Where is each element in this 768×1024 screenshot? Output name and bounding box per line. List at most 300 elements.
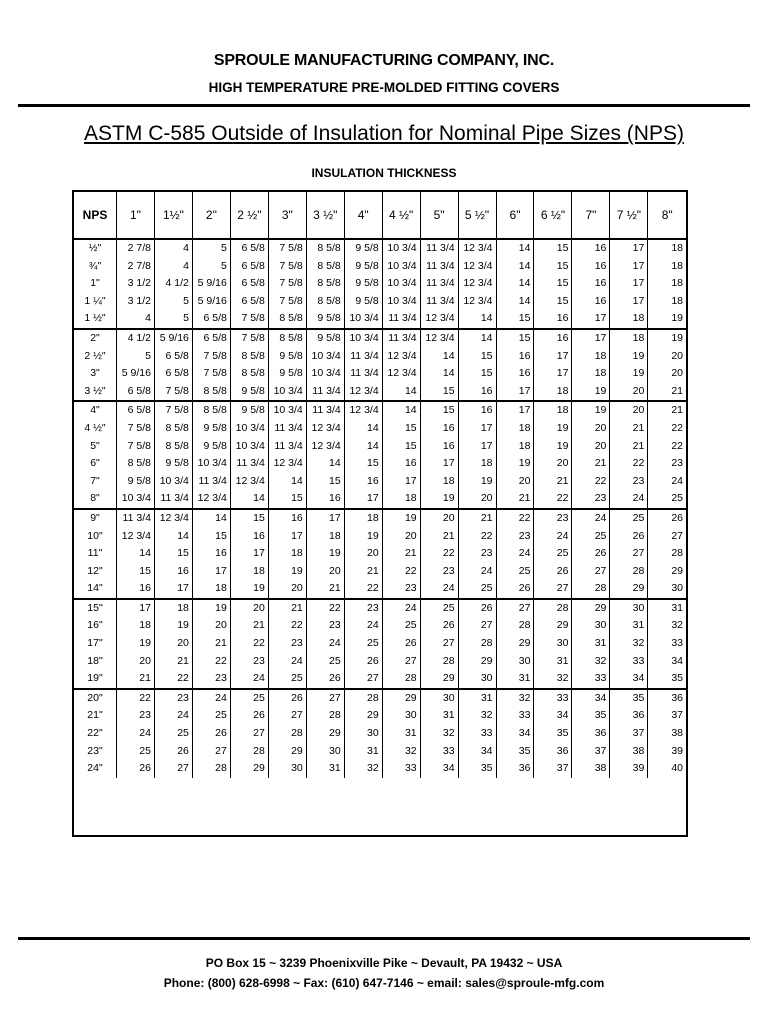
outside-diameter-cell: 15 bbox=[458, 348, 496, 366]
outside-diameter-cell: 5 bbox=[192, 258, 230, 276]
outside-diameter-cell: 19 bbox=[382, 509, 420, 528]
company-subtitle: HIGH TEMPERATURE PRE-MOLDED FITTING COVERS bbox=[208, 80, 560, 95]
nps-size-cell: 4" bbox=[74, 401, 117, 420]
outside-diameter-cell: 23 bbox=[344, 599, 382, 618]
nps-size-cell: 6" bbox=[90, 457, 100, 470]
outside-diameter-cell: 9 5/8 bbox=[117, 473, 155, 491]
table-row bbox=[74, 438, 686, 456]
outside-diameter-cell: 26 bbox=[192, 725, 230, 743]
outside-diameter-cell: 14 bbox=[344, 420, 382, 438]
document-title-text: ASTM C-585 Outside of Insulation for Nominal Pipe Sizes (NPS) bbox=[84, 122, 684, 145]
outside-diameter-cell: 28 bbox=[230, 743, 268, 761]
outside-diameter-cell: 26 bbox=[154, 743, 192, 761]
outside-diameter-cell: 11 3/4 bbox=[382, 329, 420, 348]
table-row bbox=[74, 293, 686, 311]
outside-diameter-cell: 10 3/4 bbox=[154, 473, 192, 491]
outside-diameter-cell: 14 bbox=[268, 473, 306, 491]
outside-diameter-cell: 35 bbox=[534, 725, 572, 743]
outside-diameter-cell: 8 5/8 bbox=[268, 329, 306, 348]
outside-diameter-cell: 16 bbox=[268, 509, 306, 528]
outside-diameter-cell: 19 bbox=[648, 329, 686, 348]
outside-diameter-cell: 31 bbox=[648, 599, 686, 618]
outside-diameter-cell: 24 bbox=[534, 528, 572, 546]
outside-diameter-cell: 15 bbox=[496, 329, 534, 348]
footer-divider bbox=[18, 937, 750, 940]
outside-diameter-cell: 17 bbox=[382, 473, 420, 491]
outside-diameter-cell: 11 3/4 bbox=[382, 310, 420, 329]
outside-diameter-cell: 17 bbox=[420, 455, 458, 473]
outside-diameter-cell: 20 bbox=[192, 617, 230, 635]
outside-diameter-cell: 22 bbox=[572, 473, 610, 491]
header-divider bbox=[18, 104, 750, 107]
outside-diameter-cell: 7 5/8 bbox=[192, 348, 230, 366]
outside-diameter-cell: 28 bbox=[610, 563, 648, 581]
outside-diameter-cell: 24 bbox=[192, 689, 230, 708]
outside-diameter-cell: 31 bbox=[382, 725, 420, 743]
outside-diameter-cell: 10 3/4 bbox=[117, 490, 155, 509]
outside-diameter-cell: 4 1/2 bbox=[117, 329, 155, 348]
outside-diameter-cell: 10 3/4 bbox=[382, 293, 420, 311]
outside-diameter-cell: 12 3/4 bbox=[458, 293, 496, 311]
outside-diameter-cell: 31 bbox=[534, 653, 572, 671]
outside-diameter-cell: 25 bbox=[268, 670, 306, 689]
header-thickness: 2" bbox=[192, 192, 230, 239]
outside-diameter-cell: 16 bbox=[382, 455, 420, 473]
table-row bbox=[74, 509, 686, 528]
outside-diameter-cell: 21 bbox=[344, 563, 382, 581]
outside-diameter-cell: 22 bbox=[230, 635, 268, 653]
outside-diameter-cell: 23 bbox=[306, 617, 344, 635]
outside-diameter-cell: 15 bbox=[534, 293, 572, 311]
outside-diameter-cell: 35 bbox=[648, 670, 686, 689]
table-row bbox=[74, 563, 686, 581]
outside-diameter-cell: 32 bbox=[382, 743, 420, 761]
nps-size-cell: 5" bbox=[90, 439, 100, 452]
outside-diameter-cell: 19 bbox=[496, 455, 534, 473]
outside-diameter-cell: 10 3/4 bbox=[268, 401, 306, 420]
outside-diameter-cell: 23 bbox=[117, 707, 155, 725]
outside-diameter-cell: 21 bbox=[420, 528, 458, 546]
outside-diameter-cell: 12 3/4 bbox=[306, 420, 344, 438]
outside-diameter-cell: 6 5/8 bbox=[192, 329, 230, 348]
outside-diameter-cell: 20 bbox=[534, 455, 572, 473]
outside-diameter-cell: 9 5/8 bbox=[344, 239, 382, 258]
outside-diameter-cell: 27 bbox=[382, 653, 420, 671]
outside-diameter-cell: 4 bbox=[154, 258, 192, 276]
outside-diameter-cell: 32 bbox=[534, 670, 572, 689]
table-row bbox=[74, 348, 686, 366]
outside-diameter-cell: 9 5/8 bbox=[268, 348, 306, 366]
outside-diameter-cell: 18 bbox=[458, 455, 496, 473]
outside-diameter-cell: 19 bbox=[268, 563, 306, 581]
outside-diameter-cell: 5 bbox=[154, 293, 192, 311]
outside-diameter-cell: 17 bbox=[610, 275, 648, 293]
outside-diameter-cell: 14 bbox=[458, 329, 496, 348]
outside-diameter-cell: 20 bbox=[382, 528, 420, 546]
outside-diameter-cell: 37 bbox=[610, 725, 648, 743]
table-row bbox=[74, 599, 686, 618]
outside-diameter-cell: 11 3/4 bbox=[117, 509, 155, 528]
outside-diameter-cell: 37 bbox=[648, 707, 686, 725]
outside-diameter-cell: 25 bbox=[610, 509, 648, 528]
outside-diameter-cell: 15 bbox=[382, 420, 420, 438]
outside-diameter-cell: 22 bbox=[306, 599, 344, 618]
outside-diameter-cell: 18 bbox=[610, 329, 648, 348]
outside-diameter-cell: 25 bbox=[572, 528, 610, 546]
outside-diameter-cell: 8 5/8 bbox=[154, 420, 192, 438]
outside-diameter-cell: 7 5/8 bbox=[268, 293, 306, 311]
nps-size-cell: 10" bbox=[87, 529, 103, 542]
outside-diameter-cell: 18 bbox=[648, 275, 686, 293]
outside-diameter-cell: 15 bbox=[458, 365, 496, 383]
outside-diameter-cell: 10 3/4 bbox=[230, 420, 268, 438]
nps-size-cell: 14" bbox=[87, 582, 103, 595]
outside-diameter-cell: 30 bbox=[344, 725, 382, 743]
outside-diameter-cell: 17 bbox=[458, 420, 496, 438]
outside-diameter-cell: 20 bbox=[420, 509, 458, 528]
outside-diameter-cell: 31 bbox=[420, 707, 458, 725]
outside-diameter-cell: 11 3/4 bbox=[268, 420, 306, 438]
outside-diameter-cell: 12 3/4 bbox=[230, 473, 268, 491]
outside-diameter-cell: 23 bbox=[154, 689, 192, 708]
table-row bbox=[74, 743, 686, 761]
outside-diameter-cell: 17 bbox=[344, 490, 382, 509]
outside-diameter-cell: 10 3/4 bbox=[382, 258, 420, 276]
outside-diameter-cell: 12 3/4 bbox=[420, 329, 458, 348]
nps-size-cell: 19" bbox=[87, 672, 103, 685]
outside-diameter-cell: 6 5/8 bbox=[230, 293, 268, 311]
outside-diameter-cell: 25 bbox=[306, 653, 344, 671]
footer-address: PO Box 15 ~ 3239 Phoenixville Pike ~ Devault, PA 19432 ~ USA bbox=[205, 956, 563, 970]
outside-diameter-cell: 15 bbox=[154, 545, 192, 563]
outside-diameter-cell: 10 3/4 bbox=[230, 438, 268, 456]
outside-diameter-cell: 6 5/8 bbox=[230, 258, 268, 276]
outside-diameter-cell: 33 bbox=[496, 707, 534, 725]
outside-diameter-cell: 23 bbox=[496, 528, 534, 546]
outside-diameter-cell: 12 3/4 bbox=[420, 310, 458, 329]
outside-diameter-cell: 16 bbox=[458, 401, 496, 420]
outside-diameter-cell: 26 bbox=[610, 528, 648, 546]
nps-size-cell: 20" bbox=[74, 689, 117, 708]
outside-diameter-cell: 20 bbox=[268, 580, 306, 599]
outside-diameter-cell: 31 bbox=[306, 760, 344, 778]
outside-diameter-cell: 35 bbox=[610, 689, 648, 708]
outside-diameter-cell: 21 bbox=[154, 653, 192, 671]
outside-diameter-cell: 17 bbox=[496, 383, 534, 402]
outside-diameter-cell: 16 bbox=[572, 258, 610, 276]
outside-diameter-cell: 35 bbox=[496, 743, 534, 761]
outside-diameter-cell: 29 bbox=[648, 563, 686, 581]
outside-diameter-cell: 19 bbox=[534, 438, 572, 456]
outside-diameter-cell: 21 bbox=[268, 599, 306, 618]
outside-diameter-cell: 7 5/8 bbox=[154, 383, 192, 402]
outside-diameter-cell: 15 bbox=[192, 528, 230, 546]
outside-diameter-cell: 7 5/8 bbox=[117, 438, 155, 456]
outside-diameter-cell: 35 bbox=[458, 760, 496, 778]
outside-diameter-cell: 10 3/4 bbox=[382, 239, 420, 258]
outside-diameter-cell: 29 bbox=[306, 725, 344, 743]
outside-diameter-cell: 15 bbox=[534, 275, 572, 293]
outside-diameter-cell: 25 bbox=[496, 563, 534, 581]
outside-diameter-cell: 28 bbox=[344, 689, 382, 708]
outside-diameter-cell: 8 5/8 bbox=[306, 239, 344, 258]
header-thickness: 3" bbox=[268, 192, 306, 239]
outside-diameter-cell: 21 bbox=[306, 580, 344, 599]
outside-diameter-cell: 12 3/4 bbox=[382, 365, 420, 383]
outside-diameter-cell: 26 bbox=[306, 670, 344, 689]
outside-diameter-cell: 28 bbox=[648, 545, 686, 563]
nps-size-cell: 16" bbox=[87, 619, 103, 632]
outside-diameter-cell: 16 bbox=[534, 329, 572, 348]
outside-diameter-cell: 18 bbox=[496, 420, 534, 438]
outside-diameter-cell: 14 bbox=[306, 455, 344, 473]
outside-diameter-cell: 32 bbox=[344, 760, 382, 778]
outside-diameter-cell: 39 bbox=[610, 760, 648, 778]
outside-diameter-cell: 24 bbox=[306, 635, 344, 653]
outside-diameter-cell: 5 9/16 bbox=[192, 275, 230, 293]
outside-diameter-cell: 14 bbox=[382, 401, 420, 420]
outside-diameter-cell: 26 bbox=[496, 580, 534, 599]
nps-size-cell: 21" bbox=[87, 709, 103, 722]
table-row bbox=[74, 275, 686, 293]
table-row bbox=[74, 635, 686, 653]
outside-diameter-cell: 31 bbox=[344, 743, 382, 761]
outside-diameter-cell: 16 bbox=[458, 383, 496, 402]
outside-diameter-cell: 11 3/4 bbox=[306, 401, 344, 420]
outside-diameter-cell: 29 bbox=[382, 689, 420, 708]
outside-diameter-cell: 28 bbox=[420, 653, 458, 671]
outside-diameter-cell: 16 bbox=[534, 310, 572, 329]
outside-diameter-cell: 15 bbox=[534, 239, 572, 258]
outside-diameter-cell: 26 bbox=[230, 707, 268, 725]
outside-diameter-cell: 15 bbox=[420, 401, 458, 420]
outside-diameter-cell: 33 bbox=[458, 725, 496, 743]
outside-diameter-cell: 29 bbox=[458, 653, 496, 671]
outside-diameter-cell: 19 bbox=[420, 490, 458, 509]
outside-diameter-cell: 9 5/8 bbox=[306, 310, 344, 329]
outside-diameter-cell: 21 bbox=[610, 438, 648, 456]
outside-diameter-cell: 12 3/4 bbox=[344, 383, 382, 402]
outside-diameter-cell: 8 5/8 bbox=[230, 365, 268, 383]
outside-diameter-cell: 4 bbox=[154, 239, 192, 258]
outside-diameter-cell: 12 3/4 bbox=[192, 490, 230, 509]
outside-diameter-cell: 7 5/8 bbox=[192, 365, 230, 383]
nps-size-cell: ¾" bbox=[88, 259, 102, 272]
outside-diameter-cell: 14 bbox=[154, 528, 192, 546]
outside-diameter-cell: 28 bbox=[534, 599, 572, 618]
outside-diameter-cell: 4 bbox=[117, 310, 155, 329]
table-row bbox=[74, 365, 686, 383]
outside-diameter-cell: 24 bbox=[572, 509, 610, 528]
insulation-thickness-label: INSULATION THICKNESS bbox=[311, 166, 457, 180]
outside-diameter-cell: 24 bbox=[117, 725, 155, 743]
outside-diameter-cell: 14 bbox=[230, 490, 268, 509]
outside-diameter-cell: 5 bbox=[192, 239, 230, 258]
outside-diameter-cell: 8 5/8 bbox=[230, 348, 268, 366]
outside-diameter-cell: 26 bbox=[648, 509, 686, 528]
outside-diameter-cell: 18 bbox=[572, 365, 610, 383]
outside-diameter-cell: 9 5/8 bbox=[230, 383, 268, 402]
outside-diameter-cell: 29 bbox=[268, 743, 306, 761]
outside-diameter-cell: 16 bbox=[496, 365, 534, 383]
outside-diameter-cell: 10 3/4 bbox=[306, 365, 344, 383]
table-row bbox=[74, 725, 686, 743]
outside-diameter-cell: 20 bbox=[648, 365, 686, 383]
outside-diameter-cell: 27 bbox=[572, 563, 610, 581]
outside-diameter-cell: 27 bbox=[458, 617, 496, 635]
outside-diameter-cell: 26 bbox=[268, 689, 306, 708]
outside-diameter-cell: 24 bbox=[268, 653, 306, 671]
header-thickness: 3 ½" bbox=[306, 192, 344, 239]
outside-diameter-cell: 36 bbox=[496, 760, 534, 778]
outside-diameter-cell: 18 bbox=[534, 401, 572, 420]
outside-diameter-cell: 22 bbox=[382, 563, 420, 581]
outside-diameter-cell: 22 bbox=[268, 617, 306, 635]
outside-diameter-cell: 30 bbox=[534, 635, 572, 653]
outside-diameter-cell: 16 bbox=[344, 473, 382, 491]
outside-diameter-cell: 14 bbox=[117, 545, 155, 563]
outside-diameter-cell: 9 5/8 bbox=[230, 401, 268, 420]
outside-diameter-cell: 14 bbox=[420, 348, 458, 366]
outside-diameter-cell: 8 5/8 bbox=[154, 438, 192, 456]
outside-diameter-cell: 11 3/4 bbox=[420, 258, 458, 276]
outside-diameter-cell: 5 9/16 bbox=[154, 329, 192, 348]
outside-diameter-cell: 20 bbox=[496, 473, 534, 491]
outside-diameter-cell: 25 bbox=[117, 743, 155, 761]
outside-diameter-cell: 9 5/8 bbox=[192, 420, 230, 438]
outside-diameter-cell: 18 bbox=[382, 490, 420, 509]
outside-diameter-cell: 11 3/4 bbox=[344, 365, 382, 383]
outside-diameter-cell: 14 bbox=[496, 293, 534, 311]
outside-diameter-cell: 16 bbox=[572, 275, 610, 293]
nps-size-cell: 2" bbox=[74, 329, 117, 348]
table-row bbox=[74, 490, 686, 509]
outside-diameter-cell: 23 bbox=[610, 473, 648, 491]
outside-diameter-cell: 9 5/8 bbox=[344, 275, 382, 293]
outside-diameter-cell: 25 bbox=[154, 725, 192, 743]
nps-table-frame bbox=[72, 190, 688, 837]
nps-size-cell: 12" bbox=[87, 564, 103, 577]
outside-diameter-cell: 8 5/8 bbox=[192, 401, 230, 420]
outside-diameter-cell: 37 bbox=[572, 743, 610, 761]
outside-diameter-cell: 23 bbox=[458, 545, 496, 563]
outside-diameter-cell: 36 bbox=[648, 689, 686, 708]
outside-diameter-cell: 20 bbox=[154, 635, 192, 653]
outside-diameter-cell: 12 3/4 bbox=[154, 509, 192, 528]
header-thickness: 1" bbox=[117, 192, 155, 239]
header-thickness: 8" bbox=[648, 192, 686, 239]
outside-diameter-cell: 14 bbox=[382, 383, 420, 402]
outside-diameter-cell: 24 bbox=[610, 490, 648, 509]
outside-diameter-cell: 19 bbox=[192, 599, 230, 618]
outside-diameter-cell: 19 bbox=[458, 473, 496, 491]
outside-diameter-cell: 8 5/8 bbox=[117, 455, 155, 473]
outside-diameter-cell: 33 bbox=[534, 689, 572, 708]
outside-diameter-cell: 21 bbox=[192, 635, 230, 653]
outside-diameter-cell: 11 3/4 bbox=[420, 275, 458, 293]
nps-size-cell: 8" bbox=[90, 492, 100, 505]
outside-diameter-cell: 10 3/4 bbox=[268, 383, 306, 402]
outside-diameter-cell: 7 5/8 bbox=[268, 258, 306, 276]
header-thickness: 2 ½" bbox=[230, 192, 268, 239]
outside-diameter-cell: 33 bbox=[610, 653, 648, 671]
nps-size-cell: 1 ½" bbox=[84, 312, 106, 325]
outside-diameter-cell: 14 bbox=[496, 275, 534, 293]
outside-diameter-cell: 17 bbox=[192, 563, 230, 581]
outside-diameter-cell: 19 bbox=[154, 617, 192, 635]
outside-diameter-cell: 23 bbox=[420, 563, 458, 581]
nps-size-cell: 11" bbox=[87, 547, 103, 560]
header-thickness: 5 ½" bbox=[458, 192, 496, 239]
outside-diameter-cell: 11 3/4 bbox=[192, 473, 230, 491]
nps-size-cell: 4 ½" bbox=[84, 421, 106, 434]
outside-diameter-cell: 19 bbox=[230, 580, 268, 599]
outside-diameter-cell: 12 3/4 bbox=[458, 275, 496, 293]
table-row bbox=[74, 239, 686, 258]
outside-diameter-cell: 32 bbox=[610, 635, 648, 653]
outside-diameter-cell: 17 bbox=[230, 545, 268, 563]
outside-diameter-cell: 10 3/4 bbox=[344, 329, 382, 348]
outside-diameter-cell: 11 3/4 bbox=[344, 348, 382, 366]
outside-diameter-cell: 23 bbox=[230, 653, 268, 671]
nps-size-cell: 18" bbox=[87, 654, 103, 667]
outside-diameter-cell: 33 bbox=[382, 760, 420, 778]
outside-diameter-cell: 17 bbox=[496, 401, 534, 420]
outside-diameter-cell: 15 bbox=[268, 490, 306, 509]
nps-size-cell: 3 ½" bbox=[84, 384, 106, 397]
table-row bbox=[74, 653, 686, 671]
outside-diameter-cell: 17 bbox=[154, 580, 192, 599]
table-row bbox=[74, 310, 686, 329]
outside-diameter-cell: 27 bbox=[344, 670, 382, 689]
outside-diameter-cell: 17 bbox=[610, 293, 648, 311]
outside-diameter-cell: 18 bbox=[154, 599, 192, 618]
outside-diameter-cell: 25 bbox=[458, 580, 496, 599]
outside-diameter-cell: 28 bbox=[496, 617, 534, 635]
outside-diameter-cell: 31 bbox=[572, 635, 610, 653]
outside-diameter-cell: 6 5/8 bbox=[192, 310, 230, 329]
outside-diameter-cell: 30 bbox=[458, 670, 496, 689]
outside-diameter-cell: 20 bbox=[117, 653, 155, 671]
outside-diameter-cell: 25 bbox=[344, 635, 382, 653]
outside-diameter-cell: 22 bbox=[610, 455, 648, 473]
outside-diameter-cell: 27 bbox=[420, 635, 458, 653]
header-nps: NPS bbox=[74, 192, 117, 239]
outside-diameter-cell: 9 5/8 bbox=[268, 365, 306, 383]
outside-diameter-cell: 17 bbox=[268, 528, 306, 546]
outside-diameter-cell: 19 bbox=[306, 545, 344, 563]
outside-diameter-cell: 21 bbox=[117, 670, 155, 689]
outside-diameter-cell: 17 bbox=[117, 599, 155, 618]
table-row bbox=[74, 689, 686, 708]
outside-diameter-cell: 5 bbox=[117, 348, 155, 366]
outside-diameter-cell: 6 5/8 bbox=[154, 365, 192, 383]
outside-diameter-cell: 3 1/2 bbox=[117, 275, 155, 293]
table-row bbox=[74, 670, 686, 689]
outside-diameter-cell: 12 3/4 bbox=[306, 438, 344, 456]
outside-diameter-cell: 22 bbox=[648, 438, 686, 456]
outside-diameter-cell: 17 bbox=[458, 438, 496, 456]
outside-diameter-cell: 34 bbox=[572, 689, 610, 708]
outside-diameter-cell: 16 bbox=[154, 563, 192, 581]
outside-diameter-cell: 25 bbox=[648, 490, 686, 509]
outside-diameter-cell: 30 bbox=[610, 599, 648, 618]
outside-diameter-cell: 24 bbox=[458, 563, 496, 581]
outside-diameter-cell: 2 7/8 bbox=[117, 239, 155, 258]
outside-diameter-cell: 8 5/8 bbox=[268, 310, 306, 329]
nps-insulation-table bbox=[74, 192, 686, 778]
outside-diameter-cell: 6 5/8 bbox=[117, 383, 155, 402]
